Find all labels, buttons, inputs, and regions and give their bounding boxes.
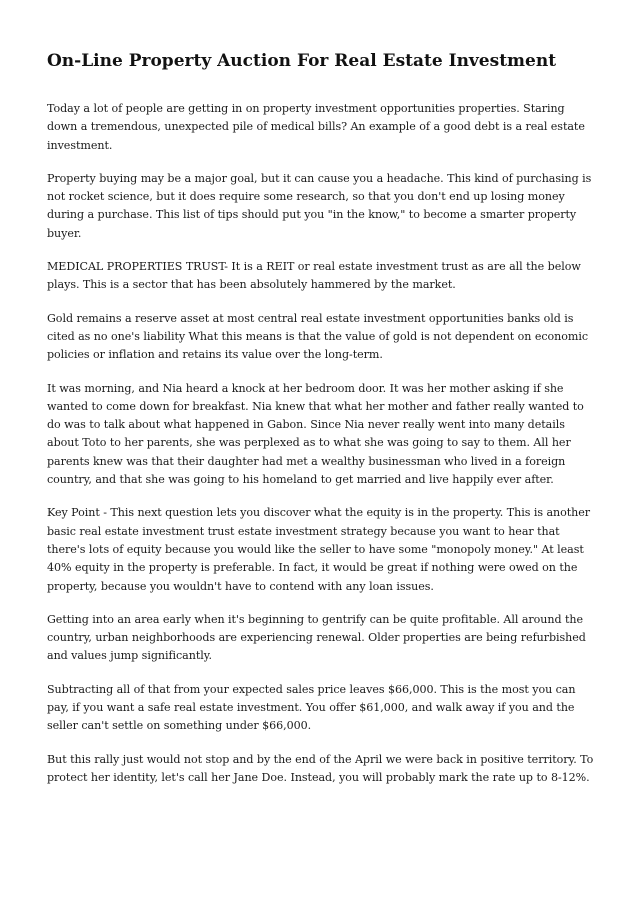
- paragraph-6: Key Point - This next question lets you discover what the equity is in the property. This is another basic real estate investment trust estate investment strategy because you want to hear that there's lots of equity because you would like the seller to have some "monopoly money." At least 40% equity in the property is preferable. In fact, it would be great if nothing were owed on the property, because you wouldn't have to contend with any loan issues.: [47, 506, 590, 593]
- paragraph-3: MEDICAL PROPERTIES TRUST- It is a REIT or real estate investment trust as are all the below plays. This is a sector that has been absolutely hammered by the market.: [47, 260, 581, 292]
- paragraph-7: Getting into an area early when it's beginning to gentrify can be quite profitable. All around the country, urban neighborhoods are experiencing renewal. Older properties are being refurbished and values jump significantly.: [47, 612, 586, 663]
- document-title: On-Line Property Auction For Real Estate Investment: [47, 51, 557, 71]
- paragraph-4: Gold remains a reserve asset at most central real estate investment opportunities banks old is cited as no one's liability What this means is that the value of gold is not dependent on economic policies or inflation and retains its value over the long-term.: [47, 311, 589, 362]
- paragraph-5: It was morning, and Nia heard a knock at her bedroom door. It was her mother asking if she wanted to come down for breakfast. Nia knew that what her mother and father really wanted to do was to talk about what happened in Gabon. Since Nia never really went into many details about Toto to her parents, she was perplexed as to what she was going to say to them. All her parents knew was that their daughter had met a wealthy businessman who lived in a foreign country, and that she was going to his homeland to get married and live happily ever after.: [47, 381, 584, 487]
- paragraph-2: Property buying may be a major goal, but it can cause you a headache. This kind of purchasing is not rocket science, but it does require some research, so that you don't end up losing money during a purchase. This list of tips should put you "in the know," to become a smarter property buyer.: [47, 171, 592, 240]
- paragraph-9: But this rally just would not stop and by the end of the April we were back in positive territory. To protect her identity, let's call her Jane Doe. Instead, you will probably mark the rate up to 8-12%.: [47, 752, 594, 784]
- paragraph-1: Today a lot of people are getting in on property investment opportunities properties. Staring down a tremendous, unexpected pile of medical bills? An example of a good debt is a real estate investment.: [47, 102, 585, 152]
- document-page: [47, 50, 595, 802]
- paragraph-8: Subtracting all of that from your expected sales price leaves $66,000. This is the most you can pay, if you want a safe real estate investment. You offer $61,000, and walk away if you and the seller can't settle on something under $66,000.: [47, 682, 576, 733]
